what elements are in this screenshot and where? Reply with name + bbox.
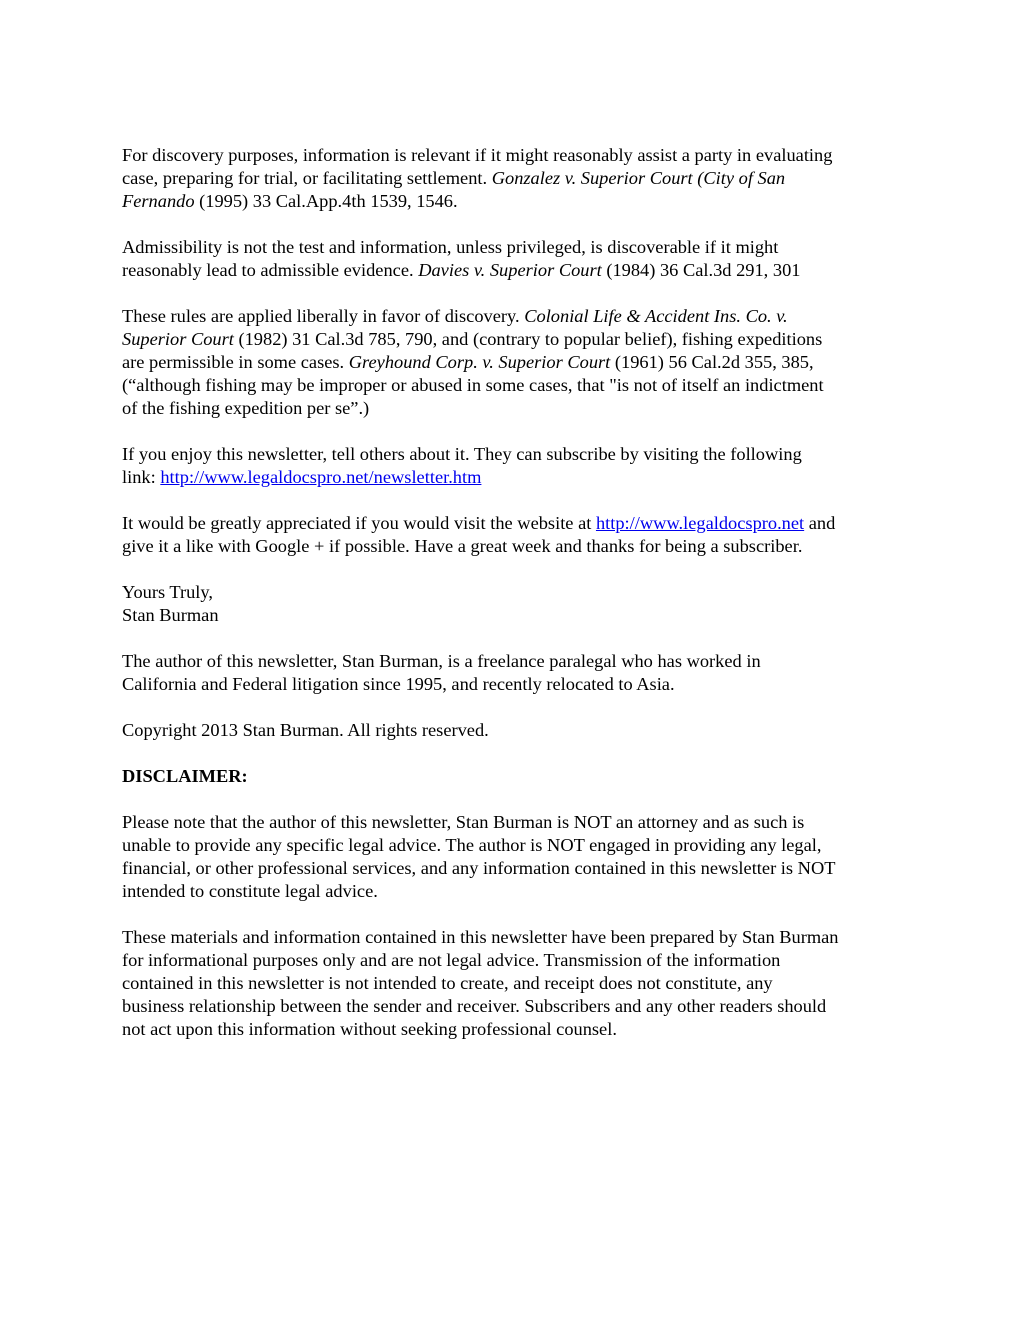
text-run: are permissible in some cases. — [122, 352, 349, 372]
text-line: These materials and information contained in this newsletter have been prepared by Stan Burman — [122, 927, 839, 947]
paragraph-admissibility — [122, 236, 912, 282]
text-line: not act upon this information without seeking professional counsel. — [122, 1019, 617, 1039]
paragraph-relevance — [122, 144, 912, 213]
case-citation: Gonzalez v. Superior Court (City of San — [491, 168, 786, 188]
paragraph-disclaimer-2 — [122, 926, 912, 1041]
text-line: intended to constitute legal advice. — [122, 881, 378, 901]
closing-line: Yours Truly, — [122, 582, 213, 602]
text-run: (1984) 36 Cal.3d 291, 301 — [601, 260, 801, 280]
text-line: The author of this newsletter, Stan Burman, is a freelance paralegal who has worked in — [122, 651, 761, 671]
case-citation: Davies v. Superior Court — [418, 260, 602, 280]
text-line: (“although fishing may be improper or abused in some cases, that "is not of itself an indictment — [122, 375, 824, 395]
paragraph-website — [122, 512, 912, 558]
document-body — [122, 144, 912, 1064]
text-run: (1961) 56 Cal.2d 355, 385, — [610, 352, 814, 372]
text-line: business relationship between the sender and receiver. Subscribers and any other readers should — [122, 996, 827, 1016]
case-citation: Superior Court — [122, 329, 234, 349]
paragraph-author-bio — [122, 650, 912, 696]
text-line: California and Federal litigation since 1995, and recently relocated to Asia. — [122, 674, 675, 694]
disclaimer-heading: DISCLAIMER: — [122, 766, 248, 786]
paragraph-disclaimer-1 — [122, 811, 912, 903]
text-run: link: — [122, 467, 161, 487]
text-line — [122, 351, 912, 374]
text-run: (1995) 33 Cal.App.4th 1539, 1546. — [194, 191, 458, 211]
text-line: of the fishing expedition per se”.) — [122, 398, 370, 418]
text-line: give it a like with Google + if possible. Have a great week and thanks for being a subscriber. — [122, 536, 803, 556]
case-citation: Fernando — [122, 191, 195, 211]
signature-block — [122, 581, 912, 627]
text-line: Copyright 2013 Stan Burman. All rights reserved. — [122, 720, 489, 740]
paragraph-subscribe — [122, 443, 912, 489]
text-line: Please note that the author of this newsletter, Stan Burman is NOT an attorney and as such is — [122, 812, 805, 832]
text-line: contained in this newsletter is not intended to create, and receipt does not constitute, any — [122, 973, 773, 993]
text-run: It would be greatly appreciated if you would visit the website at — [122, 513, 596, 533]
text-line — [122, 328, 912, 351]
case-citation: Greyhound Corp. v. Superior Court — [348, 352, 611, 372]
text-line: financial, or other professional services, and any information contained in this newsletter is NOT — [122, 858, 836, 878]
text-line — [122, 259, 912, 282]
text-run: reasonably lead to admissible evidence. — [122, 260, 419, 280]
text-line: For discovery purposes, information is relevant if it might reasonably assist a party in evaluating — [122, 145, 833, 165]
text-line — [122, 466, 912, 489]
text-line: unable to provide any specific legal advice. The author is NOT engaged in providing any legal, — [122, 835, 822, 855]
author-name: Stan Burman — [122, 605, 219, 625]
text-run: case, preparing for trial, or facilitating settlement. — [122, 168, 492, 188]
text-run: and — [804, 513, 836, 533]
text-run: (1982) 31 Cal.3d 785, 790, and (contrary to popular belief), fishing expeditions — [233, 329, 823, 349]
text-line: Admissibility is not the test and information, unless privileged, is discoverable if it might — [122, 237, 779, 257]
text-line: If you enjoy this newsletter, tell others about it. They can subscribe by visiting the following — [122, 444, 802, 464]
case-citation: Colonial Life & Accident Ins. Co. v. — [524, 306, 788, 326]
text-line: for informational purposes only and are not legal advice. Transmission of the information — [122, 950, 781, 970]
text-line — [122, 305, 912, 328]
website-link[interactable]: http://www.legaldocspro.net — [595, 513, 805, 533]
newsletter-link[interactable]: http://www.legaldocspro.net/newsletter.htm — [160, 467, 482, 487]
text-line — [122, 512, 912, 535]
copyright-notice — [122, 719, 912, 742]
paragraph-liberal-discovery — [122, 305, 912, 420]
text-run: These rules are applied liberally in favor of discovery. — [122, 306, 525, 326]
text-line — [122, 167, 912, 190]
text-line — [122, 190, 912, 213]
